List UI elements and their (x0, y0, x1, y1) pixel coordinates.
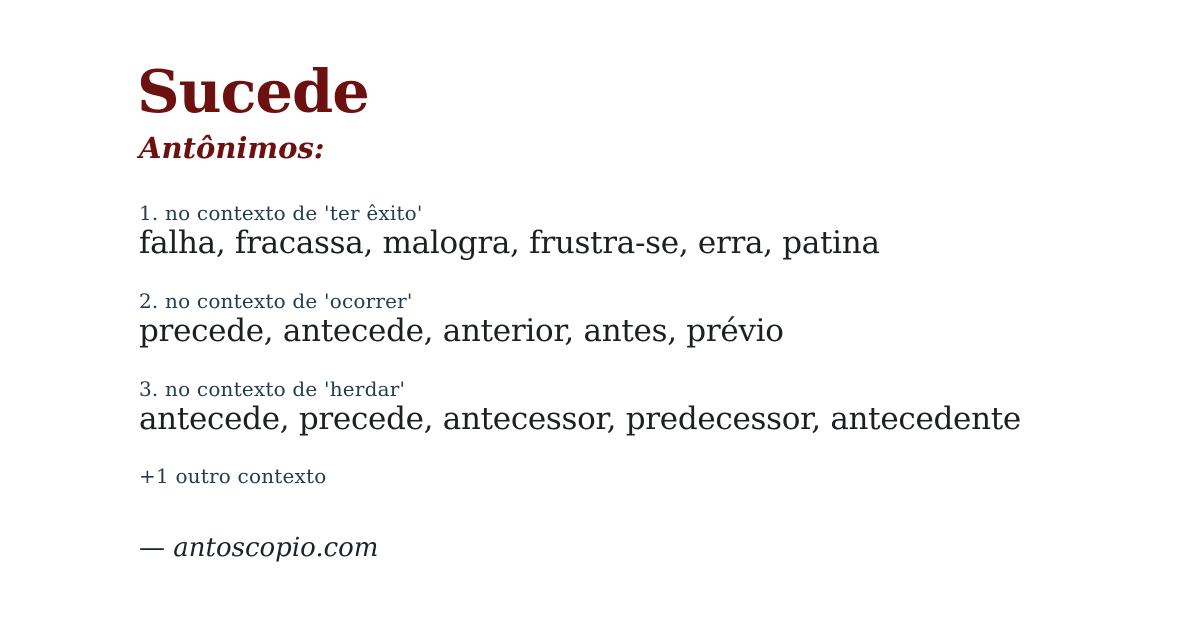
page-title: Sucede (137, 57, 369, 126)
context-1-label: 1. no contexto de 'ter êxito' (139, 201, 423, 225)
context-1-antonyms: falha, fracassa, malogra, frustra-se, erra, patina (139, 225, 880, 261)
context-2-antonyms: precede, antecede, anterior, antes, prévio (139, 313, 784, 349)
context-2-label: 2. no contexto de 'ocorrer' (139, 289, 413, 313)
more-contexts-note: +1 outro contexto (139, 464, 327, 488)
antonyms-heading: Antônimos: (139, 131, 325, 165)
context-3-label: 3. no contexto de 'herdar' (139, 377, 406, 401)
source-attribution: — antoscopio.com (139, 533, 379, 563)
context-3-antonyms: antecede, precede, antecessor, predecessor, antecedente (139, 401, 1021, 437)
